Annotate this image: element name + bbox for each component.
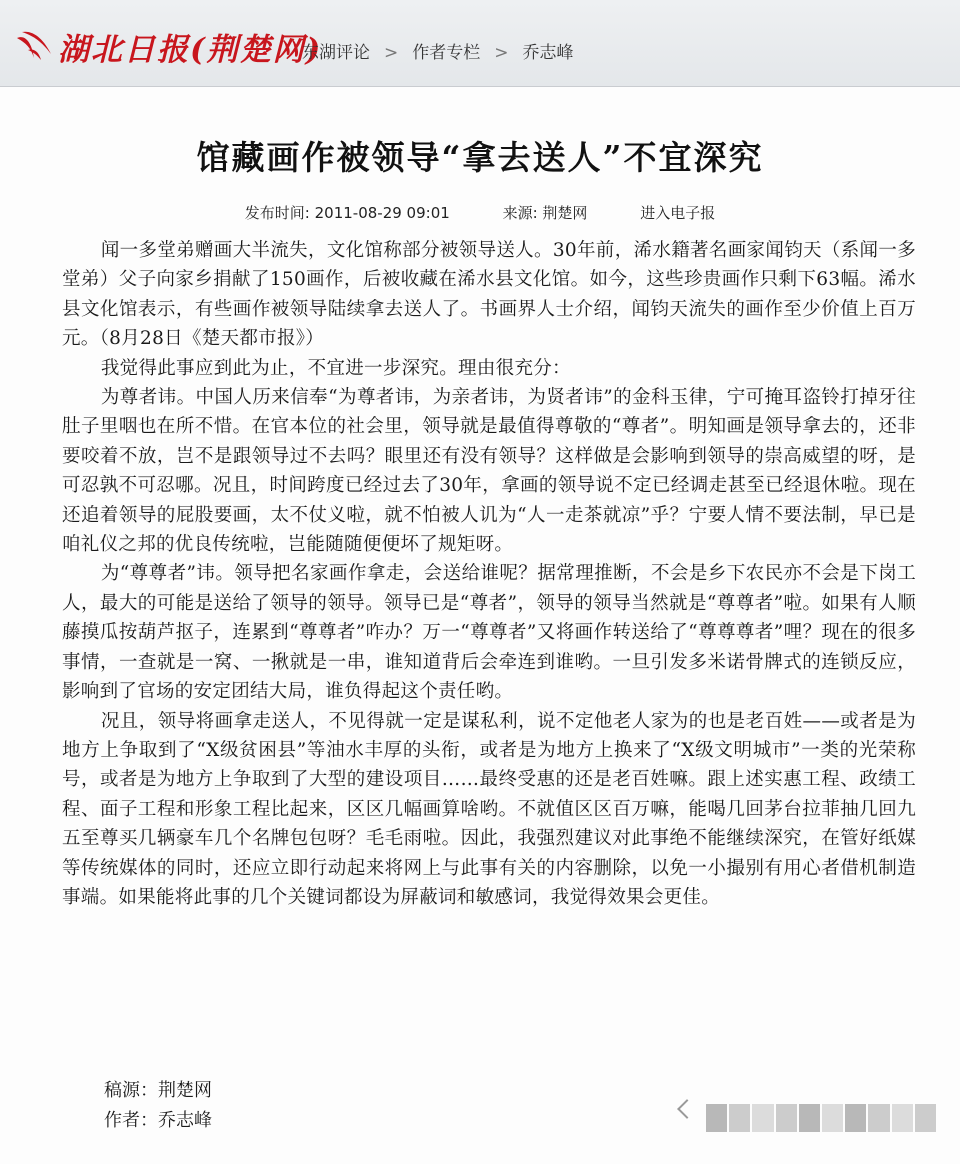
- breadcrumb-item-columns[interactable]: 作者专栏: [412, 43, 481, 63]
- red-arc-logo-icon: [14, 24, 54, 64]
- breadcrumb-item-author[interactable]: 乔志峰: [522, 43, 574, 63]
- article-footer: [104, 1076, 212, 1136]
- paragraph: 为尊者讳。中国人历来信奉“为尊者讳，为亲者讳，为贤者讳”的金科玉律，宁可掩耳盗铃打掉牙往肚子里咽也在所不惜。在官本位的社会里，领导就是最值得尊敬的“尊者”。明知画是领导拿去的，还非要咬着不放，岂不是跟领导过不去吗？眼里还有没有领导？这样做是会影响到领导的崇高威望的呀，是可忍孰不可忍哪。况且，时间跨度已经过去了30年，拿画的领导说不定已经调走甚至已经退休啦。现在还追着领导的屁股要画，太不仗义啦，就不怕被人讥为“人一走茶就凉”乎？宁要人情不要法制，早已是咱礼仪之邦的优良传统啦，岂能随随便便坏了规矩呀。: [62, 387, 916, 556]
- article-title: 馆藏画作被领导“拿去送人”不宜深究: [196, 138, 764, 177]
- article: [0, 86, 960, 1164]
- breadcrumb-separator: >: [494, 43, 509, 63]
- breadcrumb: [302, 38, 574, 63]
- epaper-link[interactable]: 进入电子报: [640, 204, 716, 222]
- author-line: 作者：乔志峰: [104, 1110, 212, 1131]
- publish-time: 发布时间: 2011-08-29 09:01: [244, 204, 450, 222]
- paragraph: 为“尊尊者”讳。领导把名家画作拿走，会送给谁呢？据常理推断，不会是乡下农民亦不会是下岗工人，最大的可能是送给了领导的领导。领导已是“尊者”，领导的领导当然就是“尊尊者”啦。如果有人顺藤摸瓜按葫芦抠子，连累到“尊尊者”咋办？万一“尊尊者”又将画作转送给了“尊尊尊者”哩？现在的很多事情，一查就是一窝、一揪就是一串，谁知道背后会牵连到谁哟。一旦引发多米诺骨牌式的连锁反应，影响到了官场的安定团结大局，谁负得起这个责任哟。: [62, 563, 916, 703]
- blurred-watermark: [706, 1104, 936, 1132]
- site-logo[interactable]: [14, 22, 323, 68]
- paragraph: 我觉得此事应到此为止，不宜进一步深究。理由很充分：: [100, 357, 571, 379]
- article-body: [62, 236, 916, 912]
- site-name: 湖北日报(荆楚网): [58, 32, 323, 68]
- source-line: 稿源：荆楚网: [104, 1080, 212, 1101]
- article-source: 来源: 荆楚网: [502, 204, 588, 222]
- article-meta: [0, 202, 960, 223]
- breadcrumb-item-commentary[interactable]: 东湖评论: [302, 43, 370, 63]
- site-header: [0, 0, 960, 87]
- paragraph: 况且，领导将画拿走送人，不见得就一定是谋私利，说不定他老人家为的也是老百姓——或者是为地方上争取到了“X级贫困县”等油水丰厚的头衔，或者是为地方上换来了“X级文明城市”一类的光荣称号，或者是为地方上争取到了大型的建设项目……最终受惠的还是老百姓嘛。跟上述实惠工程、政绩工程、面子工程和形象工程比起来，区区几幅画算啥哟。不就值区区百万嘛，能喝几回茅台拉菲抽几回九五至尊买几辆豪车几个名牌包包呀？毛毛雨啦。因此，我强烈建议对此事绝不能继续深究，在管好纸媒等传统媒体的同时，还应立即行动起来将网上与此事有关的内容删除，以免一小撮别有用心者借机制造事端。如果能将此事的几个关键词都设为屏蔽词和敏感词，我觉得效果会更佳。: [62, 710, 916, 908]
- arrow-icon: [677, 1099, 697, 1119]
- breadcrumb-separator: >: [384, 43, 399, 63]
- paragraph: 闻一多堂弟赠画大半流失，文化馆称部分被领导送人。30年前，浠水籍著名画家闻钧天（系闻一多堂弟）父子向家乡捐献了150画作，后被收藏在浠水县文化馆。如今，这些珍贵画作只剩下63幅。浠水县文化馆表示，有些画作被领导陆续拿去送人了。书画界人士介绍，闻钧天流失的画作至少价值上百万元。（8月28日《楚天都市报》）: [62, 240, 916, 350]
